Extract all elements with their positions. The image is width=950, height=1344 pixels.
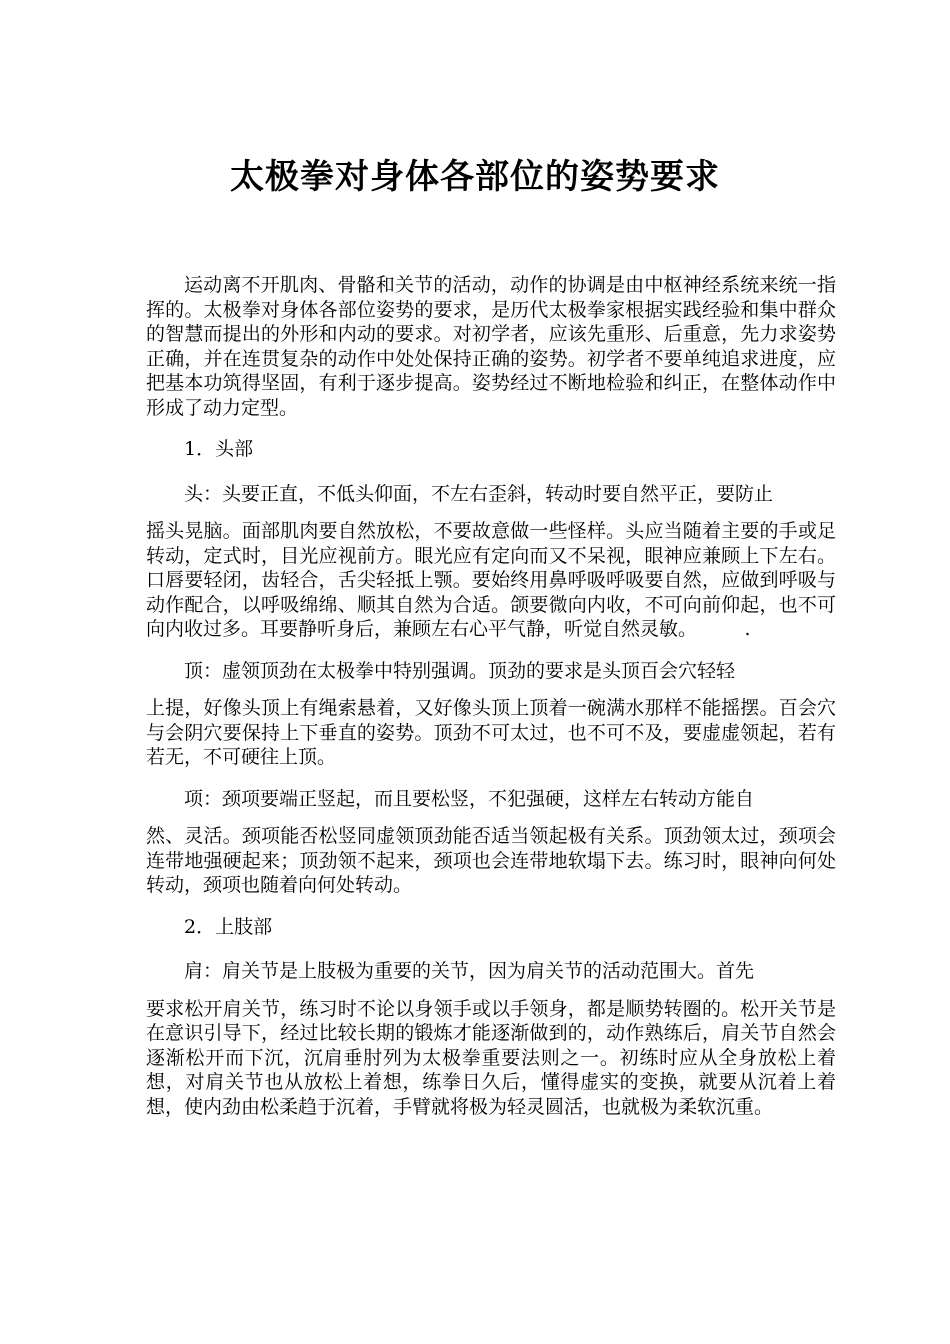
crown-paragraph-lead: 顶：虚领顶劲在太极拳中特别强调。顶劲的要求是头顶百会穴轻轻	[184, 659, 736, 682]
spacer	[146, 642, 836, 659]
document-body	[146, 273, 836, 1119]
spacer	[146, 939, 836, 959]
spacer	[146, 462, 836, 482]
section-heading-head: 1．头部	[184, 438, 254, 460]
neck-paragraph-rest: 然、灵活。颈项能否松竖同虚领顶劲能否适当领起极有关系。顶劲领太过，颈项会连带地强硬起来；顶劲领不起来，颈项也会连带地软塌下去。练习时，眼神向何处转动，颈项也随着向何处转动。	[146, 825, 836, 896]
shoulder-paragraph-rest: 要求松开肩关节，练习时不论以身领手或以手领身，都是顺势转圈的。松开关节是在意识引导下，经过比较长期的锻炼才能逐渐做到的，动作熟练后，肩关节自然会逐渐松开而下沉，沉肩垂肘列为太极拳重要法则之一。初练时应从全身放松上着想，对肩关节也从放松上着想，练拳日久后，懂得虚实的变换，就要从沉着上着想，使内劲由松柔趋于沉着，手臂就将极为轻灵圆活，也就极为柔软沉重。	[146, 997, 836, 1118]
document-title: 太极拳对身体各部位的姿势要求	[230, 157, 720, 197]
section-heading-upper-limbs: 2．上肢部	[184, 915, 273, 938]
crown-paragraph-rest: 上提，好像头顶上有绳索悬着，又好像头顶上顶着一碗满水那样不能摇摆。百会穴与会阴穴要保持上下垂直的姿势。顶劲不可太过，也不可不及，要虚虚领起，若有若无，不可硬往上顶。	[146, 697, 836, 768]
spacer	[146, 898, 836, 915]
shoulder-paragraph-lead: 肩：肩关节是上肢极为重要的关节，因为肩关节的活动范围大。首先	[184, 960, 755, 982]
head-paragraph	[146, 482, 836, 642]
shoulder-paragraph	[146, 959, 836, 1119]
spacer	[146, 770, 836, 787]
spacer	[146, 420, 836, 437]
neck-paragraph	[146, 787, 836, 898]
head-paragraph-lead: 头：头要正直，不低头仰面，不左右歪斜，转动时要自然平正，要防止	[184, 482, 774, 505]
head-paragraph-rest: 摇头晃脑。面部肌肉要自然放松，不要故意做一些怪样。头应当随着主要的手或足转动，定式时，目光应视前方。眼光应有定向而又不呆视，眼神应兼顾上下左右。口唇要轻闭，齿轻合，舌尖轻抵上颚。要始终用鼻呼吸呼吸要自然，应做到呼吸与动作配合，以呼吸绵绵、顺其自然为合适。颌要微向内收，不可向前仰起，也不可向内收过多。耳要静听身后，兼顾左右心平气静，听觉自然灵敏。 .	[146, 520, 836, 640]
crown-paragraph	[146, 659, 836, 770]
neck-paragraph-lead: 项：颈项要端正竖起，而且要松竖，不犯强硬，这样左右转动方能自	[184, 787, 755, 810]
intro-paragraph: 运动离不开肌肉、骨骼和关节的活动，动作的协调是由中枢神经系统来统一指挥的。太极拳对身体各部位姿势的要求，是历代太极拳家根据实践经验和集中群众的智慧而提出的外形和内动的要求。对初学者，应该先重形、后重意，先力求姿势正确，并在连贯复杂的动作中处处保持正确的姿势。初学者不要单纯追求进度，应把基本功筑得坚固，有利于逐步提高。姿势经过不断地检验和纠正，在整体动作中形成了动力定型。	[146, 274, 836, 419]
